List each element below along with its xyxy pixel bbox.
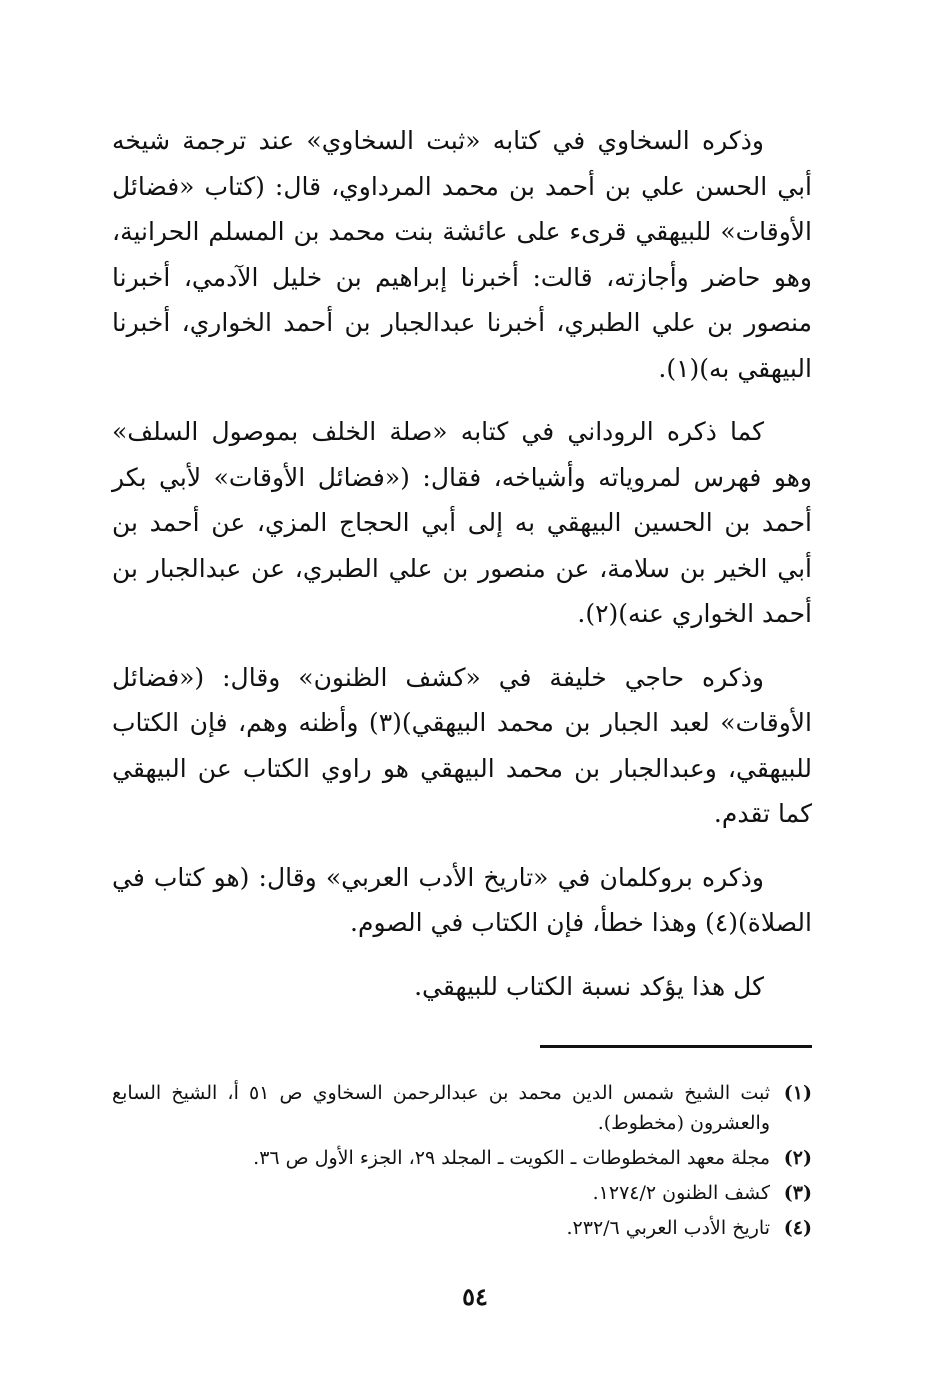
footnote-text: كشف الظنون ١٢٧٤/٢. xyxy=(592,1182,770,1204)
page-number: ٥٤ xyxy=(462,1282,488,1311)
footnote-text: مجلة معهد المخطوطات ـ الكويت ـ المجلد ٢٩، الجزء الأول ص ٣٦. xyxy=(253,1147,770,1169)
footnote xyxy=(112,1213,812,1243)
footnote xyxy=(112,1078,812,1138)
footnote-separator xyxy=(540,1045,812,1048)
footnote-text: ثبت الشيخ شمس الدين محمد بن عبدالرحمن السخاوي ص ٥١ أ، الشيخ السابع والعشرون (مخطوط). xyxy=(112,1082,770,1134)
footnote-number: (٣) xyxy=(783,1182,812,1204)
footnote-text: تاريخ الأدب العربي ٢٣٢/٦. xyxy=(566,1217,770,1239)
paragraph-brockelmann: وذكره بروكلمان في «تاريخ الأدب العربي» وقال: (هو كتاب في الصلاة)(٤) وهذا خطأ، فإن الكتاب في الصوم. xyxy=(112,862,812,937)
paragraph-haji-khalifa: وذكره حاجي خليفة في «كشف الظنون» وقال: («فضائل الأوقات» لعبد الجبار بن محمد البيهقي)(٣) وأظنه وهم، فإن الكتاب للبيهقي، وعبدالجبار بن محمد البيهقي هو راوي الكتاب عن البيهقي كما تقدم. xyxy=(112,662,812,828)
footnote-number: (١) xyxy=(783,1082,812,1104)
paragraph-conclusion: كل هذا يؤكد نسبة الكتاب للبيهقي. xyxy=(414,971,764,1001)
paragraph-rudani: كما ذكره الروداني في كتابه «صلة الخلف بموصول السلف» وهو فهرس لمروياته وأشياخه، فقال: («فضائل الأوقات» لأبي بكر أحمد بن الحسين البيهقي به إلى أبي الحجاج المزي، عن أحمد بن أبي الخير بن سلامة، عن منصور بن علي الطبري، عن عبدالجبار بن أحمد الخواري عنه)(٢). xyxy=(112,417,812,628)
footnote xyxy=(112,1178,812,1208)
paragraph-sakhawi: وذكره السخاوي في كتابه «ثبت السخاوي» عند ترجمة شيخه أبي الحسن علي بن أحمد بن محمد المرداوي، قال: (كتاب «فضائل الأوقات» للبيهقي قرىء على عائشة بنت محمد بن المسلم الحرانية، وهو حاضر وأجازته، قالت: أخبرنا إبراهيم بن خليل الآدمي، أخبرنا منصور بن علي الطبري، أخبرنا عبدالجبار بن أحمد الخواري، أخبرنا البيهقي به)(١). xyxy=(112,126,812,383)
main-text xyxy=(112,118,812,1027)
footnote-number: (٤) xyxy=(783,1217,812,1239)
footnotes xyxy=(112,1078,812,1248)
footnote xyxy=(112,1143,812,1173)
footnote-number: (٢) xyxy=(783,1147,812,1169)
